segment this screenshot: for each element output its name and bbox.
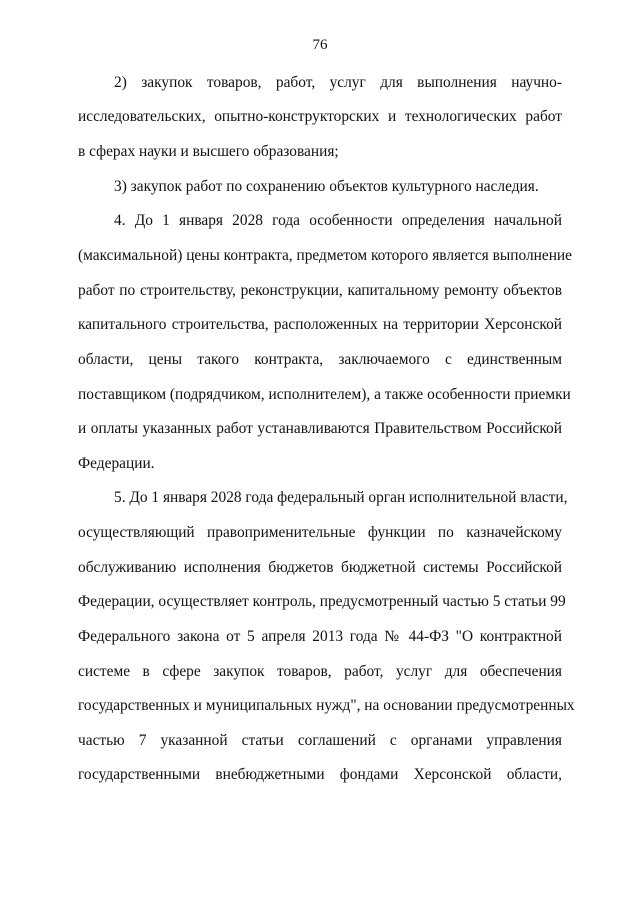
text-line: 4. До 1 января 2028 года особенности определения начальной xyxy=(114,212,562,229)
text-line: работ по строительству, реконструкции, капитальному ремонту объектов xyxy=(78,282,562,299)
text-line: исследовательских, опытно-конструкторских и технологических работ xyxy=(78,108,562,125)
text-line: 5. До 1 января 2028 года федеральный орган исполнительной власти, xyxy=(114,489,568,506)
text-line: области, цены такого контракта, заключаемого с единственным xyxy=(78,351,562,368)
text-line: и оплаты указанных работ устанавливаются Правительством Российской xyxy=(78,420,562,437)
text-line: поставщиком (подрядчиком, исполнителем), а также особенности приемки xyxy=(78,386,571,403)
text-line: государственных и муниципальных нужд", на основании предусмотренных xyxy=(78,697,575,714)
text-line: Федерации. xyxy=(78,455,155,472)
text-line: обслуживанию исполнения бюджетов бюджетной системы Российской xyxy=(78,559,562,576)
text-line: 3) закупок работ по сохранению объектов культурного наследия. xyxy=(114,178,539,195)
text-line: капитального строительства, расположенных на территории Херсонской xyxy=(78,316,562,333)
text-line: государственными внебюджетными фондами Херсонской области, xyxy=(78,766,562,783)
text-line: Федерации, осуществляет контроль, предусмотренный частью 5 статьи 99 xyxy=(78,593,566,610)
text-line: осуществляющий правоприменительные функции по казначейскому xyxy=(78,524,562,541)
text-line: 2) закупок товаров, работ, услуг для выполнения научно- xyxy=(114,74,562,91)
text-line: в сферах науки и высшего образования; xyxy=(78,143,339,160)
text-line: системе в сфере закупок товаров, работ, услуг для обеспечения xyxy=(78,663,562,680)
text-line: Федерального закона от 5 апреля 2013 года № 44-ФЗ "О контрактной xyxy=(78,628,562,645)
page-number: 76 xyxy=(312,37,328,53)
text-line: (максимальной) цены контракта, предметом которого является выполнение xyxy=(78,247,573,264)
text-line: частью 7 указанной статьи соглашений с органами управления xyxy=(78,732,562,749)
